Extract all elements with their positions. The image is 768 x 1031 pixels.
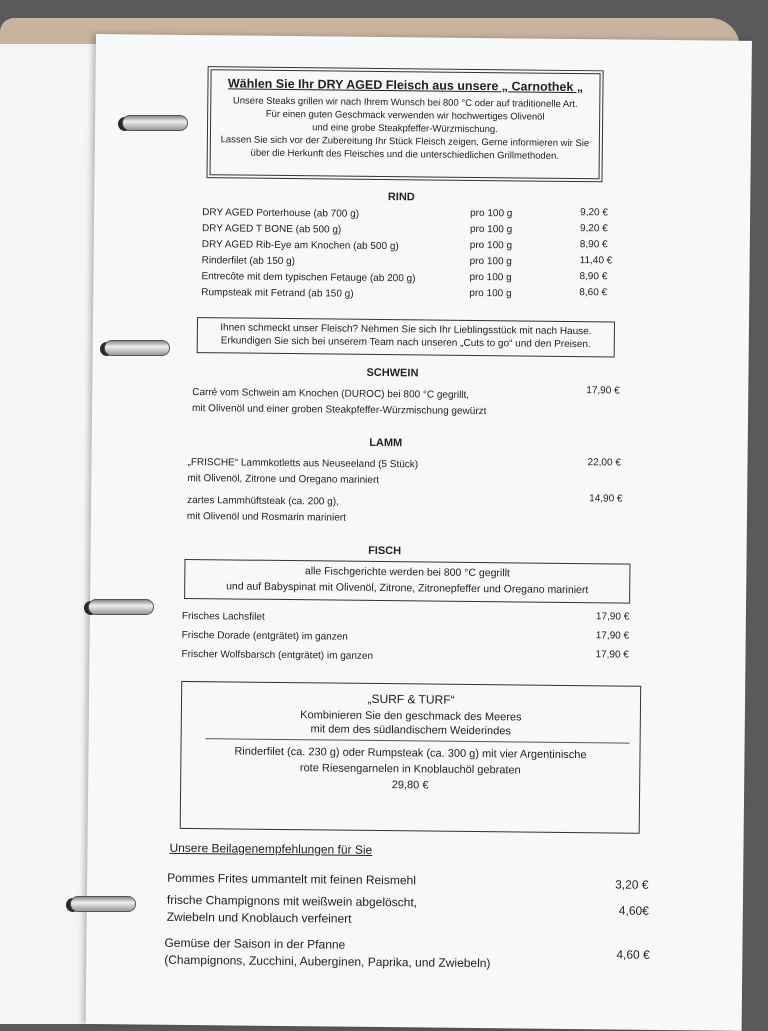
menu-item-price: 17,90 € <box>595 611 630 623</box>
menu-item-desc: mit Olivenöl, Zitrone und Oregano mariniert <box>187 472 380 486</box>
side-item-desc: Zwiebeln und Knoblauch verfeinert <box>166 909 352 926</box>
section-heading-rind: RIND <box>387 191 415 204</box>
takeaway-box <box>197 317 615 357</box>
menu-item-name: Frischer Wolfsbarsch (entgrätet) im ganzen <box>181 648 374 662</box>
divider <box>206 738 630 743</box>
menu-item-price: 17,90 € <box>595 630 630 642</box>
menu-item-desc: Carré vom Schwein am Knochen (DUROC) bei 800 °C gegrillt, <box>192 387 470 401</box>
menu-item-desc: mit Olivenöl und Rosmarin mariniert <box>186 510 346 524</box>
menu-item-price: 22,00 € <box>587 457 621 469</box>
menu-item-unit: pro 100 g <box>469 255 512 268</box>
menu-item-price: 17,90 € <box>595 649 629 661</box>
side-item-price: 4,60 € <box>616 947 650 962</box>
surf-turf-box <box>180 681 642 834</box>
takeaway-line: Ihnen schmeckt unser Fleisch? Nehmen Sie sich Ihr Lieblingsstück mit nach Hause. <box>220 322 592 338</box>
header-title: Wählen Sie Ihr DRY AGED Fleisch aus unsere „ Carnothek „ <box>227 76 584 95</box>
side-item-desc: Pommes Frites ummantelt mit feinen Reismehl <box>167 870 416 888</box>
header-line: und eine grobe Steakpfeffer-Würzmischung. <box>312 122 498 136</box>
menu-item-unit: pro 100 g <box>469 287 512 300</box>
beilagen-heading: Unsere Beilagenempfehlungen für Sie <box>169 840 373 857</box>
section-heading-schwein: SCHWEIN <box>366 366 419 380</box>
menu-item-price: 8,60 € <box>579 287 608 299</box>
menu-item-name: DRY AGED Rib-Eye am Knochen (ab 500 g) <box>201 239 399 253</box>
menu-item-price: 8,90 € <box>579 239 608 251</box>
menu-item-desc: „FRISCHE“ Lammkotletts aus Neuseeland (5 Stück) <box>187 456 419 471</box>
menu-item-desc: mit Olivenöl und einer groben Steakpfeffer-Würzmischung gewürzt <box>192 403 487 418</box>
side-item-desc: (Champignons, Zucchini, Auberginen, Paprika, und Zwiebeln) <box>164 952 491 971</box>
menu-item-price: 9,20 € <box>580 207 609 219</box>
menu-item-price: 9,20 € <box>579 223 608 235</box>
surf-turf-sub: Kombinieren Sie den geschmack des Meeres <box>300 709 522 724</box>
section-heading-lamm: LAMM <box>369 436 403 450</box>
side-item-desc: frische Champignons mit weißwein abgelöscht, <box>166 892 418 910</box>
section-heading-fisch: FISCH <box>368 544 402 558</box>
binder-ring <box>104 340 170 356</box>
binder-ring <box>122 115 188 131</box>
surf-turf-desc: Rinderfilet (ca. 230 g) oder Rumpsteak (ca. 300 g) mit vier Argentinische <box>234 745 587 762</box>
menu-item-price: 11,40 € <box>579 255 613 267</box>
header-line: über die Herkunft des Fleisches und die unterschiedlichen Grillmethoden. <box>250 147 560 162</box>
menu-item-name: Frisches Lachsfilet <box>181 610 265 623</box>
menu-item-unit: pro 100 g <box>470 207 513 220</box>
menu-item-price: 17,90 € <box>586 385 620 397</box>
fisch-box-line: und auf Babyspinat mit Olivenöl, Zitrone, Zitronepfeffer und Oregano mariniert <box>226 580 589 597</box>
menu-item-name: Rumpsteak mit Fetrand (ab 150 g) <box>201 287 354 300</box>
menu-item-desc: zartes Lammhüftsteak (ca. 200 g), <box>187 494 339 508</box>
menu-item-unit: pro 100 g <box>469 223 513 236</box>
menu-page <box>86 34 752 1031</box>
side-item-price: 4,60€ <box>618 903 649 918</box>
side-item-price: 3,20 € <box>615 877 649 892</box>
header-line: Für einen guten Geschmack verwenden wir hochwertiges Olivenöl <box>265 108 545 123</box>
fisch-info-box <box>184 559 630 604</box>
side-item-desc: Gemüse der Saison in der Pfanne <box>164 935 346 952</box>
surf-turf-price: 29,80 € <box>391 779 429 792</box>
menu-item-name: Frische Dorade (entgrätet) im ganzen <box>181 629 348 643</box>
surf-turf-desc: rote Riesengarnelen in Knoblauchöl gebraten <box>299 762 521 777</box>
binder-ring <box>70 896 136 912</box>
menu-item-unit: pro 100 g <box>469 239 513 252</box>
menu-item-name: Rinderfilet (ab 150 g) <box>201 255 296 268</box>
menu-item-name: DRY AGED Porterhouse (ab 700 g) <box>202 207 360 220</box>
header-line: Unsere Steaks grillen wir nach Ihrem Wunsch bei 800 °C oder auf traditionelle Art. <box>232 95 578 111</box>
surf-turf-sub: mit dem des südlandischem Weiderindes <box>310 723 511 738</box>
header-line: Lassen Sie sich vor der Zubereitung Ihr Stück Fleisch zeigen. Gerne informieren wir Sie <box>220 134 590 150</box>
surf-turf-title: „SURF & TURF“ <box>367 691 455 707</box>
menu-item-name: DRY AGED T BONE (ab 500 g) <box>201 223 342 236</box>
binder-ring <box>88 599 154 615</box>
fisch-box-line: alle Fischgerichte werden bei 800 °C gegrillt <box>304 565 510 580</box>
menu-item-unit: pro 100 g <box>469 271 512 284</box>
menu-item-price: 8,90 € <box>579 271 608 283</box>
menu-item-name: Entrecôte mit dem typischen Fetauge (ab 200 g) <box>201 271 416 285</box>
header-box <box>210 69 601 179</box>
takeaway-line: Erkundigen Sie sich bei unserem Team nach unseren „Cuts to go“ und den Preisen. <box>220 335 591 351</box>
menu-item-price: 14,90 € <box>589 493 623 505</box>
